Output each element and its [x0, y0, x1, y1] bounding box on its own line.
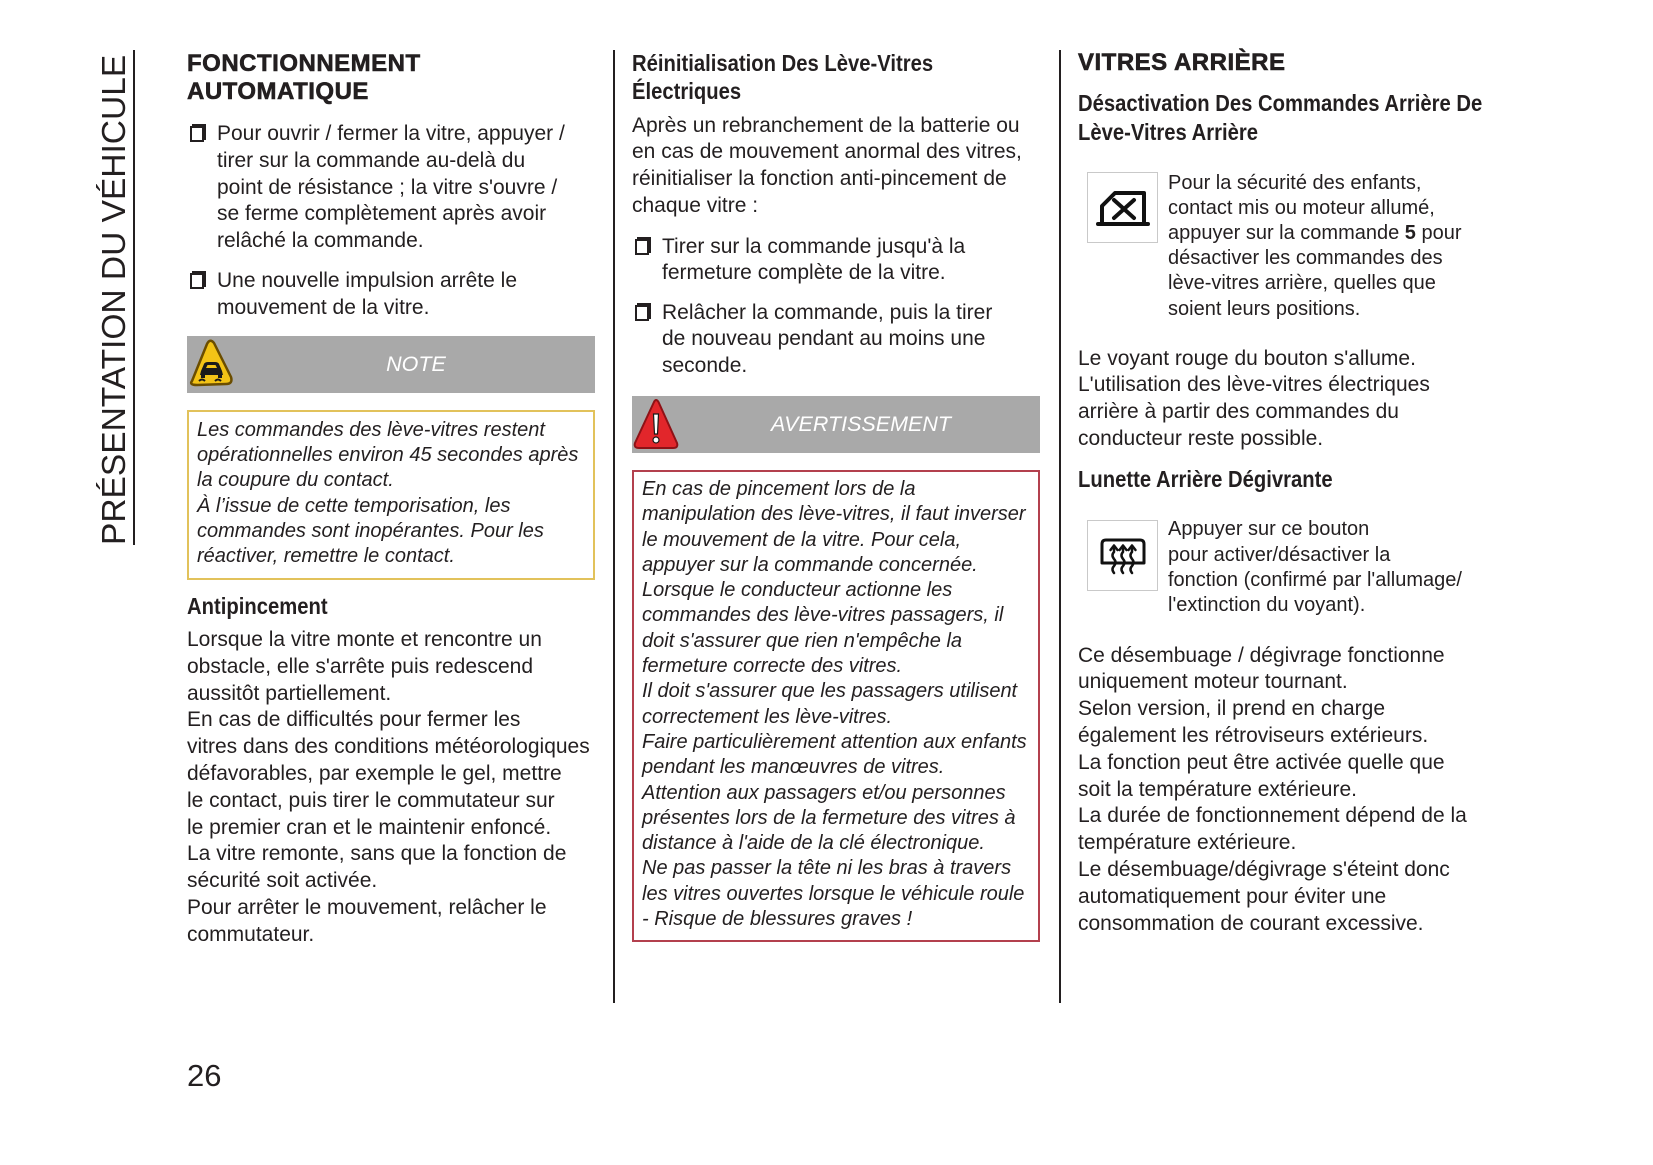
list-item-text — [662, 234, 1040, 288]
side-title-rule — [133, 50, 135, 545]
text-line: sécurité soit activée. — [187, 869, 378, 893]
note-header-bar — [187, 336, 595, 393]
text-line: lève-vitres arrière, quelles que — [1168, 272, 1436, 295]
note-box — [187, 410, 595, 580]
list-item-text — [217, 121, 595, 255]
description-part — [1168, 246, 1486, 322]
text-line: commutateur. — [187, 922, 315, 946]
warning-box — [632, 470, 1040, 942]
list-item — [632, 300, 1040, 380]
text-line — [1168, 221, 1486, 246]
slippery-road-warning-icon — [188, 338, 234, 393]
text-line: relâché la commande. — [217, 229, 424, 253]
square-bullet-icon — [190, 126, 204, 142]
warning-text-line: Attention aux passagers et/ou personnes — [642, 781, 1006, 804]
control-number: 5 — [1404, 221, 1416, 244]
warning-text-line: commandes des lève-vitres passagers, il — [642, 604, 1004, 627]
list-item — [632, 234, 1040, 288]
rear-defrost-icon — [1087, 520, 1158, 591]
text-line: soit la température extérieure. — [1078, 777, 1357, 801]
warning-text-line: pendant les manœuvres de vitres. — [642, 756, 945, 779]
warning-text-line: appuyer sur la commande concernée. — [642, 553, 978, 576]
text-line: fonction (confirmé par l'allumage/ — [1168, 568, 1462, 591]
warning-text-line: Il doit s'assurer que les passagers utilisent — [642, 680, 1018, 703]
text-line: obstacle, elle s'arrête puis redescend — [187, 654, 534, 678]
list-item — [187, 268, 595, 322]
text-line: Le désembuage/dégivrage s'éteint donc — [1078, 857, 1450, 881]
warning-text-line: Ne pas passer la tête ni les bras à travers — [642, 857, 1012, 880]
heading-line: Réinitialisation Des Lève-Vitres — [632, 50, 934, 76]
text-line: chaque vitre : — [632, 193, 759, 217]
list-item-text — [217, 268, 595, 322]
heading-line: Électriques — [632, 78, 742, 104]
text-line: seconde. — [662, 354, 748, 378]
text-line: Pour ouvrir / fermer la vitre, appuyer / — [217, 122, 565, 145]
reset-heading — [632, 49, 1040, 105]
text-fragment: appuyer sur la commande — [1168, 221, 1405, 244]
note-text-line: À l’issue de cette temporisation, les — [197, 494, 511, 517]
warning-text-line: les vitres ouvertes lorsque le véhicule roule — [642, 882, 1025, 905]
warning-text-line: le mouvement de la vitre. Pour cela, — [642, 528, 962, 551]
text-line: contact mis ou moteur allumé, — [1168, 196, 1435, 219]
heading-line: Antipincement — [187, 593, 328, 619]
text-line: réinitialiser la fonction anti-pincement de — [632, 167, 1007, 191]
automatic-operation-heading — [187, 50, 595, 106]
text-line: arrière à partir des commandes du — [1078, 400, 1399, 424]
defrost-paragraph — [1078, 643, 1486, 938]
text-line: Pour arrêter le mouvement, relâcher le — [187, 895, 547, 919]
warning-text-line: - Risque de blessures graves ! — [642, 908, 913, 931]
text-line: conducteur reste possible. — [1078, 426, 1324, 450]
text-line: de nouveau pendant au moins une — [662, 327, 986, 351]
text-line: aussitôt partiellement. — [187, 681, 392, 705]
text-line: vitres dans des conditions météorologiques — [187, 735, 590, 759]
square-bullet-icon — [635, 239, 649, 255]
warning-text-line: distance à l'aide de la clé électronique. — [642, 832, 985, 855]
rear-controls-deactivation-heading — [1078, 89, 1486, 147]
text-line: La durée de fonctionnement dépend de la — [1078, 804, 1467, 828]
warning-text-line: correctement les lève-vitres. — [642, 705, 893, 728]
text-line: point de résistance ; la vitre s'ouvre / — [217, 175, 558, 199]
text-line: uniquement moteur tournant. — [1078, 670, 1348, 694]
text-line: pour activer/désactiver la — [1168, 543, 1391, 566]
warning-text-line: fermeture correcte des vitres. — [642, 655, 903, 678]
warning-text-line: Lorsque le conducteur actionne les — [642, 579, 953, 602]
heading-line: Lunette Arrière Dégivrante — [1078, 466, 1333, 492]
rear-windows-heading — [1078, 49, 1486, 77]
warning-text-line: manipulation des lève-vitres, il faut inverser — [642, 503, 1026, 526]
square-bullet-icon — [635, 305, 649, 321]
page-number: 26 — [187, 1058, 222, 1093]
text-line: l'extinction du voyant). — [1168, 594, 1366, 617]
note-text-line: la coupure du contact. — [197, 469, 394, 492]
text-line: défavorables, par exemple le gel, mettre — [187, 761, 562, 785]
text-line: En cas de difficultés pour fermer les — [187, 708, 521, 732]
text-line: Pour la sécurité des enfants, — [1168, 171, 1422, 194]
text-line: tirer sur la commande au-delà du — [217, 148, 526, 172]
antipinch-heading — [187, 592, 595, 620]
text-line: Ce désembuage / dégivrage fonctionne — [1078, 643, 1445, 667]
text-line: le premier cran et le maintenir enfoncé. — [187, 815, 552, 839]
column-divider — [613, 50, 615, 1003]
text-line: Une nouvelle impulsion arrête le — [217, 269, 517, 292]
text-line: L'utilisation des lève-vitres électriques — [1078, 373, 1430, 397]
heading-line: Lève-Vitres Arrière — [1078, 118, 1259, 145]
child-lock-description — [1168, 171, 1486, 322]
warning-header-bar — [632, 396, 1040, 453]
text-line: soient leurs positions. — [1168, 297, 1361, 320]
heading-line: FONCTIONNEMENT — [187, 50, 421, 77]
list-item-text — [662, 300, 1040, 380]
text-line: également les rétroviseurs extérieurs. — [1078, 723, 1429, 747]
warning-text-line: doit s'assurer que rien n'empêche la — [642, 629, 963, 652]
warning-text-line: présentes lors de la fermeture des vitres à — [642, 806, 1016, 829]
text-line: La vitre remonte, sans que la fonction de — [187, 842, 567, 866]
list-item — [187, 121, 595, 255]
exclamation-warning-icon — [633, 398, 679, 455]
window-lock-icon — [1087, 172, 1158, 243]
text-line: désactiver les commandes des — [1168, 247, 1443, 270]
note-text-line: Les commandes des lève-vitres restent — [197, 419, 545, 441]
heading-line: Désactivation Des Commandes Arrière De — [1078, 89, 1483, 116]
warning-text-line: En cas de pincement lors de la — [642, 478, 916, 500]
text-line: Lorsque la vitre monte et rencontre un — [187, 628, 542, 651]
note-text-line: opérationnelles environ 45 secondes après — [197, 444, 579, 467]
text-line: Tirer sur la commande jusqu'à la — [662, 234, 966, 258]
text-line: consommation de courant excessive. — [1078, 911, 1424, 935]
section-side-title: PRÉSENTATION DU VÉHICULE — [96, 54, 133, 545]
text-fragment: pour — [1415, 221, 1462, 244]
child-lock-paragraph — [1078, 346, 1486, 453]
note-text-line: commandes sont inopérantes. Pour les — [197, 519, 544, 542]
text-line: Appuyer sur ce bouton — [1168, 518, 1370, 541]
reset-intro-paragraph — [632, 113, 1040, 220]
text-line: automatiquement pour éviter une — [1078, 884, 1387, 908]
note-text-line: réactiver, remettre le contact. — [197, 545, 455, 568]
rear-defrost-heading — [1078, 465, 1486, 493]
text-line: Selon version, il prend en charge — [1078, 697, 1386, 721]
text-line: se ferme complètement après avoir — [217, 202, 547, 226]
note-label: NOTE — [386, 352, 446, 376]
antipinch-paragraph — [187, 627, 595, 949]
text-line: le contact, puis tirer le commutateur sur — [187, 788, 555, 812]
text-line: en cas de mouvement anormal des vitres, — [632, 140, 1022, 164]
text-line: Après un rebranchement de la batterie ou — [632, 113, 1020, 137]
heading-line: AUTOMATIQUE — [187, 78, 369, 105]
warning-text-line: Faire particulièrement attention aux enfants — [642, 730, 1027, 753]
text-line: fermeture complète de la vitre. — [662, 261, 946, 285]
text-line: mouvement de la vitre. — [217, 295, 430, 319]
heading-line: VITRES ARRIÈRE — [1078, 49, 1286, 76]
warning-label: AVERTISSEMENT — [770, 412, 951, 436]
text-line: température extérieure. — [1078, 831, 1297, 855]
square-bullet-icon — [190, 273, 204, 289]
text-line: Le voyant rouge du bouton s'allume. — [1078, 346, 1416, 370]
text-line: Relâcher la commande, puis la tirer — [662, 300, 993, 324]
column-divider — [1059, 50, 1061, 1003]
defrost-description — [1168, 517, 1486, 618]
text-line: La fonction peut être activée quelle que — [1078, 750, 1445, 774]
description-part — [1168, 171, 1486, 221]
